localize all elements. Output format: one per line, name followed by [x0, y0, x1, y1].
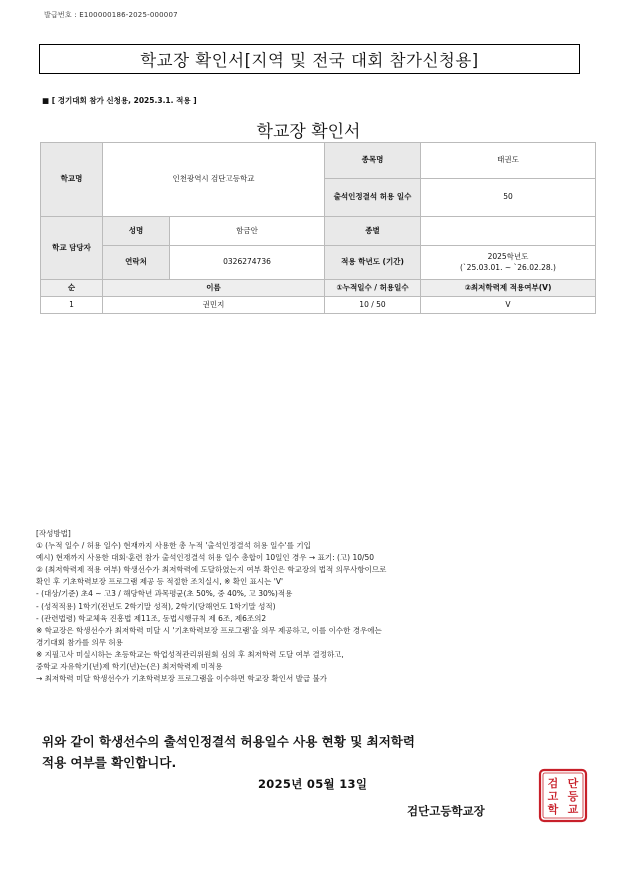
allowed-days: 50: [421, 179, 596, 217]
table-row: [41, 297, 596, 314]
col-header-days: ①누적일수 / 허용일수: [325, 280, 421, 297]
guide-line: → 최저학력 미달 학생선수가 기초학력보장 프로그램을 이수하면 학교장 확인서 발급 불가: [36, 674, 327, 684]
guide-line: ※ 학교장은 학생선수가 최저학력 미달 시 '기초학력보장 프로그램'을 의무 제공하고, 이를 이수한 경우에는: [36, 625, 382, 635]
form-note: ■ [ 경기대회 참가 신청용, 2025.3.1. 적용 ]: [42, 96, 197, 105]
guide-line: ② (최저학력제 적용 여부) 학생선수가 최저학력에 도달하였는지 여부 확인은 학교장의 법적 의무사항이므로: [36, 565, 387, 575]
official-seal-stamp: [538, 768, 588, 823]
school-name: 인천광역시 검단고등학교: [103, 143, 325, 217]
applied-period: (`25.03.01. ~ `26.02.28.): [460, 262, 556, 272]
svg-text:단: 단: [567, 777, 579, 790]
confirmation-table: [40, 142, 596, 314]
col-header-no: 순: [41, 280, 103, 297]
svg-text:고: 고: [547, 790, 559, 803]
row-days: 10 / 50: [325, 297, 421, 314]
guide-title: [작성방법]: [36, 529, 71, 538]
svg-text:검: 검: [547, 777, 559, 790]
guide-line: 예시) 현재까지 사용한 대회·훈련 참가 출석인정결석 허용 일수 총합이 10일인 경우 → 표기: (고) 10/50: [36, 553, 375, 563]
guide-line: 경기대회 참가를 의무 허용: [36, 637, 123, 647]
sport-label: 종목명: [325, 143, 421, 179]
issue-date: 2025년 05월 13일: [258, 777, 368, 791]
document-title: 학교장 확인서[지역 및 전국 대회 참가신청용]: [39, 44, 580, 74]
sub-title: 학교장 확인서: [256, 122, 361, 142]
manager-label: 학교 담당자: [41, 217, 103, 280]
school-name-label: 학교명: [41, 143, 103, 217]
writing-guide: [36, 528, 596, 685]
guide-line: ① (누적 일수 / 허용 일수) 현재까지 사용한 총 누적 '출석인정결석 허용 일수'를 기입: [36, 541, 311, 551]
sport: 태권도: [421, 143, 596, 179]
principal-signature-line: 검단고등학교장: [407, 804, 485, 818]
applied-year-cell: [421, 246, 596, 280]
applied-year-label: 적용 학년도 (기간): [325, 246, 421, 280]
row-no: 1: [41, 297, 103, 314]
issue-number: 발급번호 : E100000186-2025-000007: [44, 11, 178, 19]
confirmation-statement: [42, 731, 415, 773]
guide-line: 확인 후 기초학력보장 프로그램 제공 등 적절한 조치실시, ※ 확인 표시는 'V': [36, 577, 284, 587]
col-header-name: 이름: [103, 280, 325, 297]
applied-year: 2025학년도: [487, 252, 529, 262]
guide-line: 중학교 자유학기(년)제 학기(년)는(은) 최저학력제 미적용: [36, 662, 223, 672]
row-applied: V: [421, 297, 596, 314]
guide-line: - (성적적용) 1학기(전년도 2학기말 성적), 2학기(당해연도 1학기말 성적): [36, 601, 276, 611]
guide-line: - (관련법령) 학교체육 진흥법 제11조, 동법시행규칙 제 6조, 제6조의2: [36, 613, 267, 623]
svg-text:학: 학: [547, 803, 559, 816]
guide-line: ※ 지필고사 미실시하는 초등학교는 학업성적관리위원회 심의 후 최저학력 도달 여부 결정하고,: [36, 649, 344, 659]
col-header-applied: ②최저학력제 적용여부(V): [421, 280, 596, 297]
row-name: 권민지: [103, 297, 325, 314]
level-label: 종별: [325, 217, 421, 246]
contact-label: 연락처: [103, 246, 170, 280]
svg-text:등: 등: [567, 790, 579, 803]
name-label: 성명: [103, 217, 170, 246]
statement-line: 적용 여부를 확인합니다.: [42, 755, 177, 770]
svg-text:교: 교: [567, 803, 579, 816]
manager-name: 함금안: [170, 217, 325, 246]
contact: 0326274736: [170, 246, 325, 280]
statement-line: 위와 같이 학생선수의 출석인정결석 허용일수 사용 현황 및 최저학력: [42, 734, 415, 749]
guide-line: - (대상/기준) 초4 ~ 고3 / 해당학년 과목평균(초 50%, 중 40%, 고 30%)적용: [36, 589, 293, 599]
level: [421, 217, 596, 246]
allowed-days-label: 출석인정결석 허용 일수: [325, 179, 421, 217]
